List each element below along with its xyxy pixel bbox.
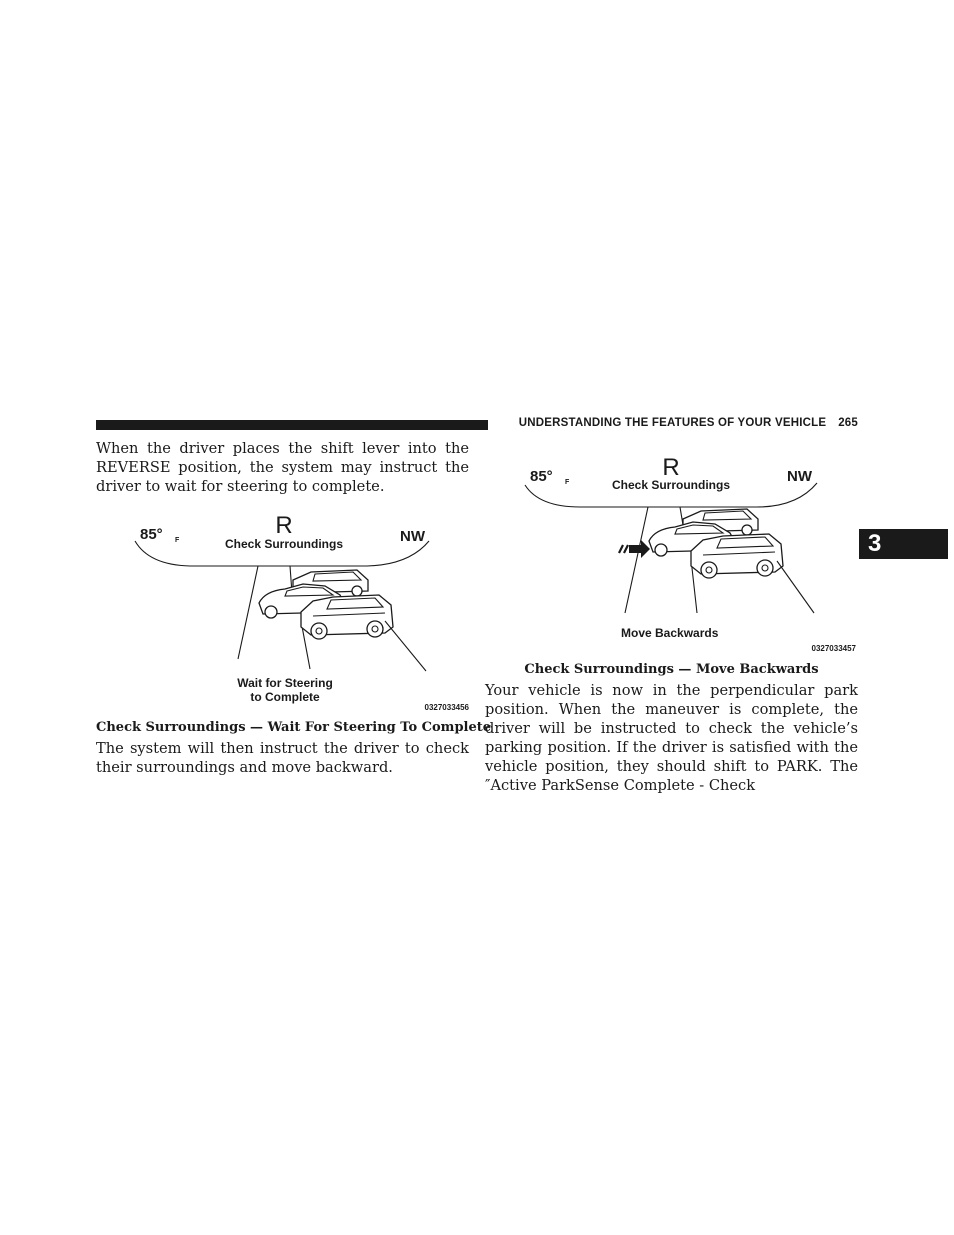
temperature-readout: 85° xyxy=(530,468,553,485)
paragraph-reverse: When the driver places the shift lever into the REVERSE position, the system may instruct the driver to wait for steering to complete. xyxy=(96,440,469,495)
figure-wait-for-steering xyxy=(135,509,470,713)
figure-move-backwards xyxy=(525,453,858,656)
temperature-unit: F xyxy=(565,479,570,486)
callout-label: Move Backwards xyxy=(621,626,719,640)
temperature-readout: 85° xyxy=(140,526,163,543)
page-number: 265 xyxy=(838,417,858,429)
temperature-unit: F xyxy=(175,537,180,544)
running-head xyxy=(498,417,858,433)
paragraph-perpendicular-park: Your vehicle is now in the perpendicular park position. When the maneuver is complete, the driver will be instructed to check the vehicle’s parking position. If the driver is satisfied with the vehicle position, they should shift to PARK. The ″Active ParkSense Complete - Check xyxy=(485,682,858,794)
display-message: Check Surroundings xyxy=(611,478,731,492)
header-rule xyxy=(96,420,488,430)
chapter-tab[interactable]: 3 xyxy=(859,529,948,559)
display-message: Check Surroundings xyxy=(224,537,344,551)
figure2-caption: Check Surroundings — Move Backwards xyxy=(524,662,819,677)
guide-line-left xyxy=(625,507,648,613)
heading-readout: NW xyxy=(400,528,425,545)
figure1-caption: Check Surroundings — Wait For Steering To Complete xyxy=(96,720,492,735)
guide-line-left xyxy=(238,566,258,659)
callout-label-line1: Wait for Steering xyxy=(237,676,333,690)
reverse-arrow-icon xyxy=(619,540,650,558)
vehicle-icon xyxy=(301,595,393,639)
callout-leader xyxy=(777,561,814,613)
gear-indicator: R xyxy=(662,454,680,481)
section-title: UNDERSTANDING THE FEATURES OF YOUR VEHICLE xyxy=(518,417,827,429)
callout-label-line2: to Complete xyxy=(250,690,320,704)
gear-indicator: R xyxy=(275,512,293,539)
figure-id: 0327033457 xyxy=(811,644,856,653)
heading-readout: NW xyxy=(787,468,812,485)
paragraph-check-surroundings: The system will then instruct the driver to check their surroundings and move backward. xyxy=(96,740,469,776)
vehicle-icon xyxy=(691,534,783,578)
figure-id: 0327033456 xyxy=(424,703,469,712)
callout-leader xyxy=(385,621,426,671)
